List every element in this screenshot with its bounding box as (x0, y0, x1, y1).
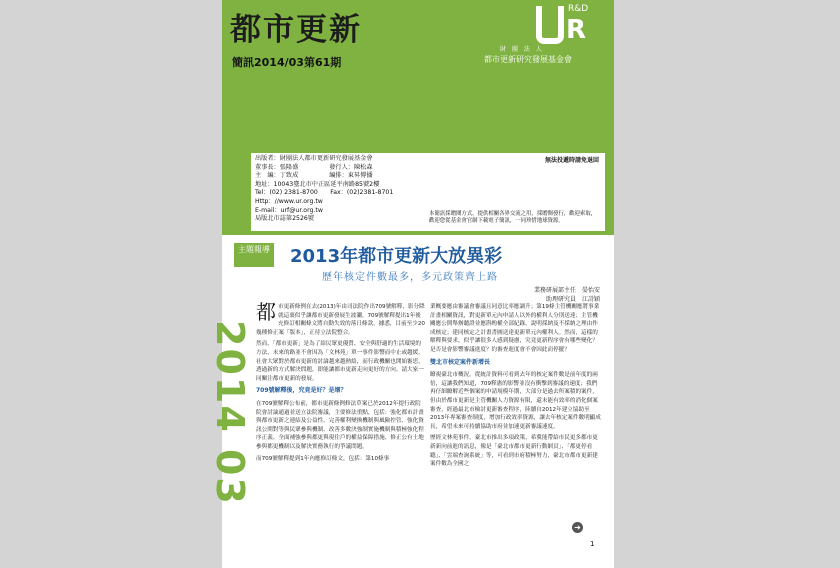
continue-arrow-icon[interactable]: ➜ (572, 522, 583, 533)
paragraph: 而709號解釋提到1年內應修訂條文，包括：第10條事 (256, 455, 390, 462)
topic-badge: 主題報導 (234, 243, 274, 267)
masthead-title: 都市更新 (230, 12, 362, 48)
issue-label: 簡訊2014/03第61期 (232, 56, 342, 69)
newsletter-page (208, 0, 614, 568)
page-number: 1 (590, 540, 595, 548)
return-notice: 無法投遞時請免退回 (544, 157, 599, 164)
article-subtitle: 歷年核定件數最多，多元政策齊上路 (322, 272, 498, 283)
publisher-line: 出版者：財團法人都市更新研究發展基金會 (255, 155, 373, 162)
section-heading: 雙北市核定案件新增長 (430, 358, 491, 366)
org-type-label: 財 團 法 人 (500, 46, 544, 53)
publisher-line: Tel：(02) 2381-8700 Fax：(02)2381-8701 (255, 189, 394, 197)
publisher-line: 局版北市誌第2526號 (255, 215, 315, 223)
publisher-line: Http：//www.ur.org.tw (255, 197, 323, 205)
dropcap: 都 (256, 300, 276, 324)
org-name-label: 都市更新研究發展基金會 (484, 55, 572, 64)
newsletter-description: 本簡訊採贈閱方式，提供相關各界交流之用，採贈閱發行，歡迎索取，歡迎您從基金會官網下載電子簡訊，一同珍惜地球資源。 (429, 211, 597, 224)
article-column-1 (256, 300, 426, 466)
author-line: 助理研究員 江詩穎 (545, 296, 600, 303)
publisher-line: 地址：10043臺北市中正區延平南路85號2樓 (255, 180, 380, 188)
paragraph: 瞭視臺北市概況，從統計資料可看到去年的核定案件數是前年度的兩倍，這讓我們知道，709釋憲的影響並沒有衝擊到審議的速度；我們再仔細瞭解近些個案的申請規模年期，大部分是過去所案積的案件，但由於都市更新是主管機關人力資源有限，還未能有效率的消化個案審查，經過最北市檢討更新審查程序，陸續自2012年建立協助至2013年專案審查制度，增加行政效率資源，讓去年核定案件數明顯成長，希望未來可持續協助市府並加速更新審議速度。 (430, 372, 601, 430)
publisher-details (255, 155, 393, 224)
header-banner (222, 0, 614, 235)
publisher-line: 董事長：張隆盛 發行人：陳松森 (255, 163, 373, 171)
article-column-2 (430, 303, 602, 472)
paragraph: 歷經文林苑事件，臺北市推出多項政策，希冀能帶給市民更多都市更新新向前進的訊息，像是「臺北市都市更新行動網頁」、「都更停看聽」、「雲端查詢系統」等，可看到市府積極努力，臺北市都市更新建案件數為全國之 (430, 435, 598, 468)
section-heading: 709號解釋後，究竟是好？是壞？ (256, 387, 347, 395)
publisher-line: E-mail：urf@ur.org.tw (255, 206, 323, 214)
paragraph: 在709號解釋公布前，都市更新條例修法草案已於2012年提行政院院會討論通過並送立法院審議，主要修法重點，包括：強化都市計畫與都市更新之連結及公益性、完善權利變換機制與風險控管、強化資訊公開對等與民眾參與機制、改善多數決強制實施機制與積極強化程序正義、全面補強參與都更與現住戶的權益保障措施、修正公有土地參與都更機制以及解決實務執行的爭議問題。 (256, 400, 424, 450)
logo-rd-label: R&D (568, 4, 589, 14)
logo-letters: R (566, 15, 587, 45)
side-date-label: 2014 03 (208, 320, 252, 506)
paragraph: 然而，「都市更新」是為了給民眾更優質、安全與舒適的生活環境的方法，未來的路並不會因為「文林苑」單一事件影響而中止或趨緩。社會大眾對於都市更新的討論越來越熱絡，而行政機關也開始審思，透過新的方式解決問題，即能讓都市更新走向更好的方向。請大家一同關注都市更新的發展。 (256, 341, 424, 382)
logo-u-shape (536, 6, 564, 44)
article-title: 2013年都市更新大放異彩 (290, 246, 503, 267)
author-line: 業務研展部主任 晏怡安 (533, 287, 600, 294)
publisher-info-box (250, 152, 606, 232)
foundation-logo (484, 6, 604, 68)
paragraph: 市更新條例在去(2013)年由司法院作出709號解釋，影分降就這裏似乎讓都市更新發展生波瀾。709號解釋提出1年後充修訂相關條文將自動失效的落日條款，據悉，目前至少20幾種修正案「版本」，正待立法院整合。 (256, 304, 425, 336)
article-authors (534, 286, 600, 304)
paragraph: 業概要應由審議會審議且同意比率應調升；第19條主管機關應將事業計畫相關資訊，對更新單元內申請人以外的權利人分別送達；主管機關應公開舉辦聽證並應斟酌權全部紀錄，說明採納及不採納之理由作成核定；建同核定之計畫書圖送達更新單元內權利人。然而，這樣的解釋與要求，似乎讓很多人感到疑慮，究竟更新程序會有哪些變化？是否是會影響審議進度？約審查進度會不會因此而停擺？ (430, 304, 600, 353)
publisher-line: 主 編：丁致成 編排：東昇傳播 (255, 172, 373, 180)
